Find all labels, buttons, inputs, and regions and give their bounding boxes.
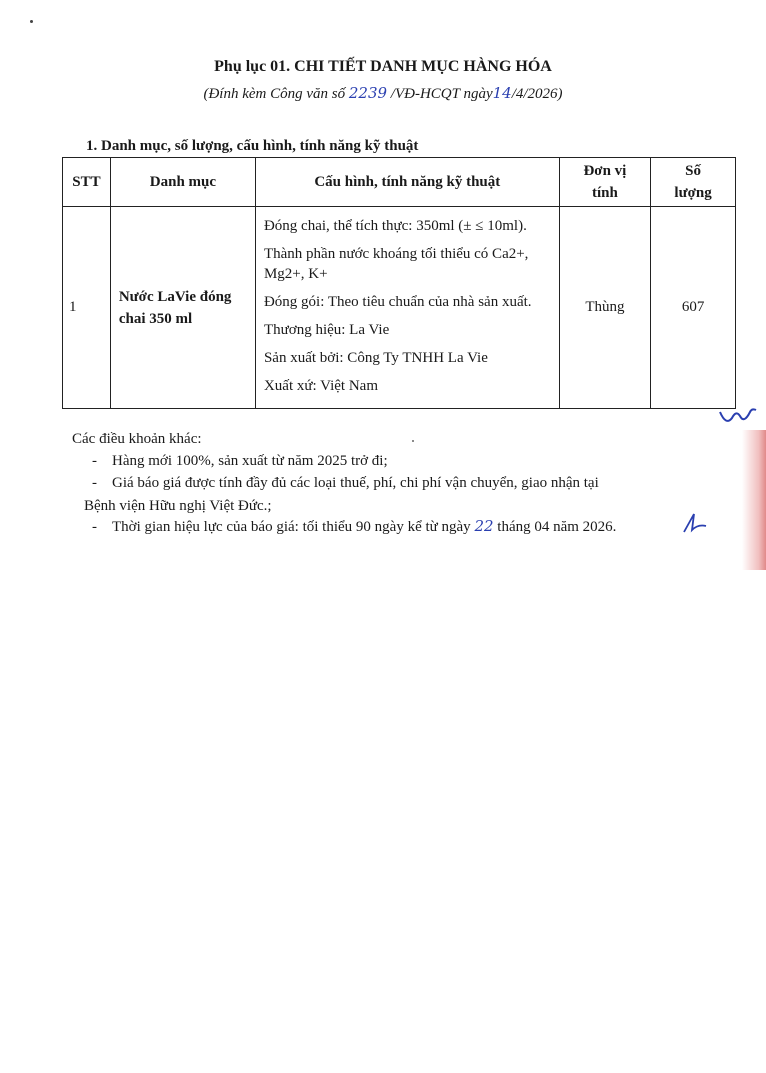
list-dash: - bbox=[92, 475, 97, 491]
header-unit bbox=[559, 158, 651, 207]
table-header-row bbox=[63, 158, 736, 207]
cell-unit: Thùng bbox=[559, 207, 651, 409]
spec-line: Đóng chai, thể tích thực: 350ml (± ≤ 10ml). bbox=[263, 218, 527, 234]
term-item bbox=[92, 453, 388, 470]
header-unit-line2: tính bbox=[591, 185, 618, 201]
handwritten-day: 22 bbox=[474, 517, 494, 535]
appendix-title: Phụ lục 01. CHI TIẾT DANH MỤC HÀNG HÓA bbox=[214, 58, 552, 75]
table-row bbox=[63, 207, 736, 409]
handwritten-doc-number: 2239 bbox=[348, 84, 388, 102]
spec-line: Sản xuất bởi: Công Ty TNHH La Vie bbox=[263, 350, 488, 366]
header-qty bbox=[651, 158, 736, 207]
spec-line: Thành phần nước khoáng tối thiểu có Ca2+, Mg2+, K+ bbox=[263, 246, 529, 282]
subtitle-suffix: /4/2026) bbox=[511, 86, 563, 102]
red-stamp-edge bbox=[742, 430, 766, 570]
handwritten-signature-mark bbox=[680, 510, 710, 536]
term-text: tháng 04 năm 2026. bbox=[497, 519, 617, 535]
header-stt: STT bbox=[63, 158, 111, 207]
cell-qty: 607 bbox=[651, 207, 736, 409]
term-continuation: Bệnh viện Hữu nghị Việt Đức.; bbox=[84, 498, 272, 514]
cell-name: Nước LaVie đóng chai 350 ml bbox=[110, 207, 255, 409]
term-text: Giá báo giá được tính đầy đủ các loại thuế, phí, chi phí vận chuyển, giao nhận tại bbox=[112, 475, 599, 491]
appendix-subtitle bbox=[0, 84, 766, 103]
header-spec: Cấu hình, tính năng kỹ thuật bbox=[255, 158, 559, 207]
spec-line: Xuất xứ: Việt Nam bbox=[263, 378, 378, 394]
cell-stt: 1 bbox=[63, 207, 111, 409]
spec-line: Thương hiệu: La Vie bbox=[263, 322, 390, 338]
speck bbox=[412, 440, 414, 442]
list-dash: - bbox=[92, 453, 97, 469]
term-text: Hàng mới 100%, sản xuất từ năm 2025 trở đi; bbox=[112, 453, 388, 469]
list-dash: - bbox=[92, 519, 97, 535]
term-item bbox=[92, 475, 599, 492]
header-name: Danh mục bbox=[110, 158, 255, 207]
handwritten-doc-day: 14 bbox=[492, 84, 512, 102]
header-qty-line2: lượng bbox=[674, 185, 712, 201]
terms-heading: Các điều khoản khác: bbox=[72, 431, 202, 447]
cell-spec bbox=[255, 207, 559, 409]
subtitle-prefix: (Đính kèm Công văn số bbox=[203, 86, 346, 102]
spec-line: Đóng gói: Theo tiêu chuẩn của nhà sản xuất. bbox=[263, 294, 532, 310]
section-heading: 1. Danh mục, số lượng, cấu hình, tính năng kỹ thuật bbox=[86, 138, 419, 154]
header-qty-line1: Số bbox=[685, 163, 702, 179]
term-item bbox=[92, 517, 616, 536]
header-unit-line1: Đơn vị bbox=[583, 163, 627, 179]
goods-table bbox=[62, 157, 736, 409]
speck bbox=[30, 20, 33, 23]
term-text: Thời gian hiệu lực của báo giá: tối thiểu 90 ngày kể từ ngày bbox=[112, 519, 471, 535]
subtitle-mid: /VĐ-HCQT ngày bbox=[390, 86, 493, 102]
